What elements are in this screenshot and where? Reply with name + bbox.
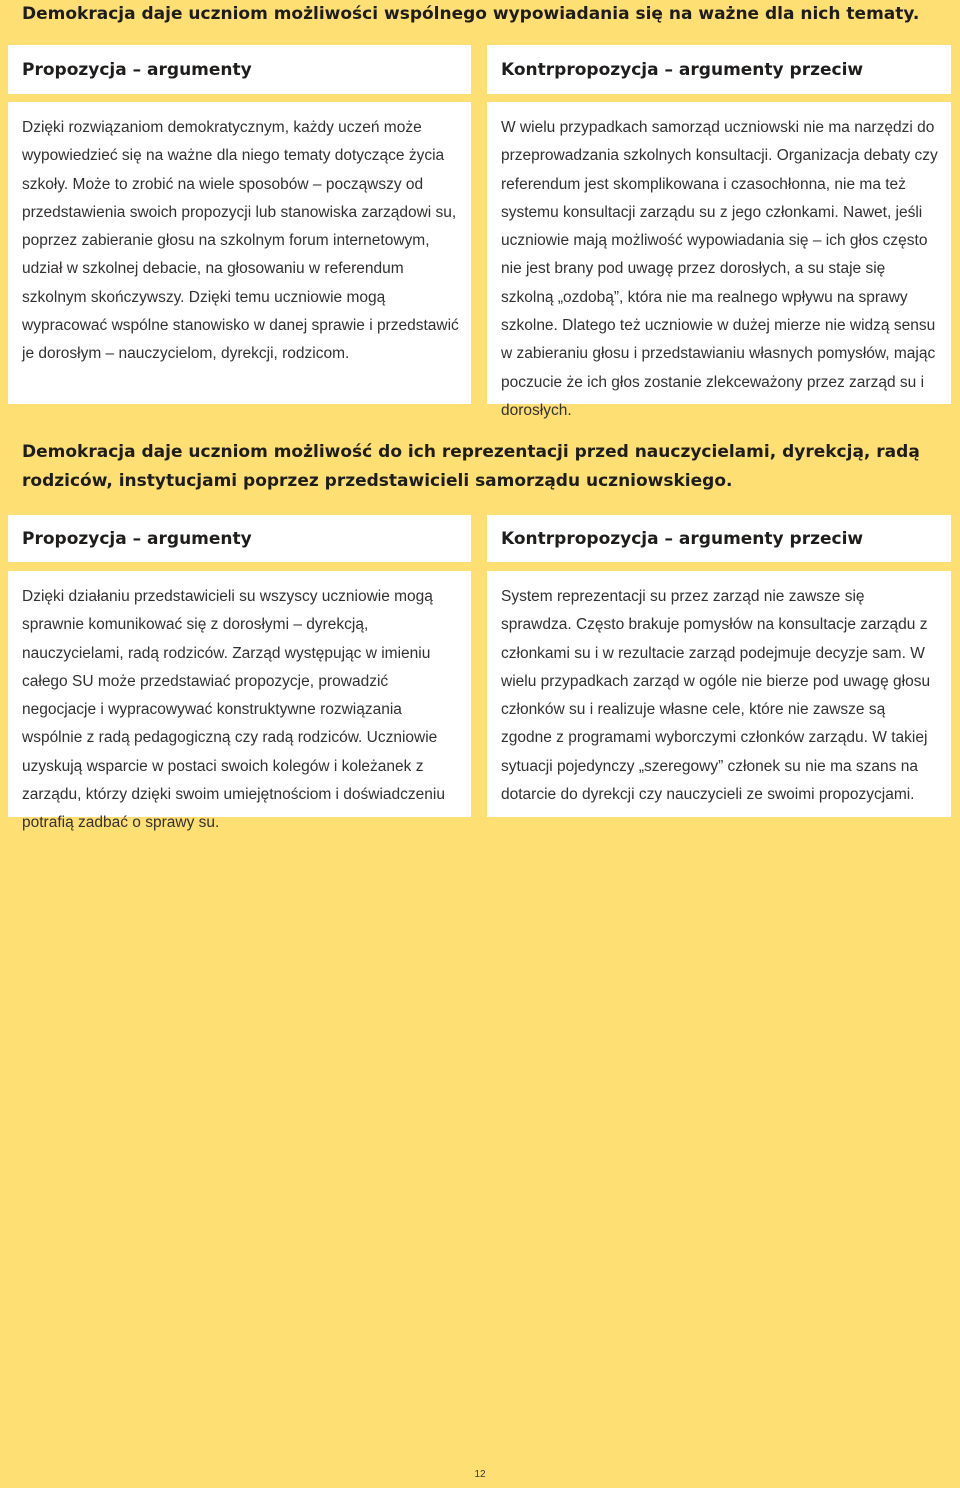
section-1-contra-text: W wielu przypadkach samorząd uczniowski nie ma narzędzi do przeprowadzania szkolnych konsultacji. Organizacja debaty czy referendum jest skomplikowana i czasochłonna, nie ma też systemu konsultacji zarządu su z jego członkami. Nawet, jeśli uczniowie mają możliwość wypowiadania się – ich głos często nie jest brany pod uwagę przez dorosłych, a su staje się szkolną „ozdobą”, która nie ma realnego wpływu na sprawy szkolne. Dlatego też uczniowie w dużej mierze nie widzą sensu w zabieraniu głosu i przedstawianiu własnych pomysłów, mając poczucie że ich głos zostanie zlekceważony przez zarząd su i dorosłych. bbox=[487, 102, 951, 404]
section-2-pro-heading: Propozycja – argumenty bbox=[8, 515, 471, 562]
section-2-contra-text: System reprezentacji su przez zarząd nie zawsze się sprawdza. Często brakuje pomysłów na konsultacje zarządu z członkami su i w rezultacie zarząd podejmuje decyzje sam. W wielu przypadkach zarząd w ogóle nie bierze pod uwagę głosu członków su i realizuje własne cele, które nie zawsze są zgodne z programami wyborczymi członków zarządu. W takiej sytuacji pojedynczy „szeregowy” członek su nie ma szans na dotarcie do dyrekcji czy nauczycieli ze swoimi propozycjami. bbox=[487, 571, 951, 817]
section-1-contra-heading: Kontrpropozycja – argumenty przeciw bbox=[487, 45, 951, 94]
section-2-pro-text: Dzięki działaniu przedstawicieli su wszyscy uczniowie mogą sprawnie komunikować się z dorosłymi – dyrekcją, nauczycielami, radą rodziców. Zarząd występując w imieniu całego SU może przedstawiać propozycje, prowadzić negocjacje i wypracowywać konstruktywne rozwiązania wspólnie z radą pedagogiczną czy radą rodziców. Uczniowie uzyskują wsparcie w postaci swoich kolegów i koleżanek z zarządu, którzy dzięki swoim umiejętnościom i doświadczeniu potrafią zadbać o sprawy su. bbox=[8, 571, 471, 817]
page-number: 12 bbox=[474, 1469, 486, 1480]
section-1-pro-heading: Propozycja – argumenty bbox=[8, 45, 471, 94]
section-1-pro-text: Dzięki rozwiązaniom demokratycznym, każdy uczeń może wypowiedzieć się na ważne dla niego tematy dotyczące życia szkoły. Może to zrobić na wiele sposobów – począwszy od przedstawienia swoich propozycji lub stanowiska zarządowi su, poprzez zabieranie głosu na szkolnym forum internetowym, udział w szkolnej debacie, na głosowaniu w referendum szkolnym skończywszy. Dzięki temu uczniowie mogą wypracować wspólne stanowisko w danej sprawie i przedstawić je dorosłym – nauczycielom, dyrekcji, rodzicom. bbox=[8, 102, 471, 404]
section-2-contra-heading: Kontrpropozycja – argumenty przeciw bbox=[487, 515, 951, 562]
section-2-title: Demokracja daje uczniom możliwość do ich reprezentacji przed nauczycielami, dyrekcją, radą rodziców, instytucjami poprzez przedstawicieli samorządu uczniowskiego. bbox=[22, 442, 920, 491]
section-1-title: Demokracja daje uczniom możliwości wspólnego wypowiadania się na ważne dla nich tematy. bbox=[22, 4, 920, 24]
